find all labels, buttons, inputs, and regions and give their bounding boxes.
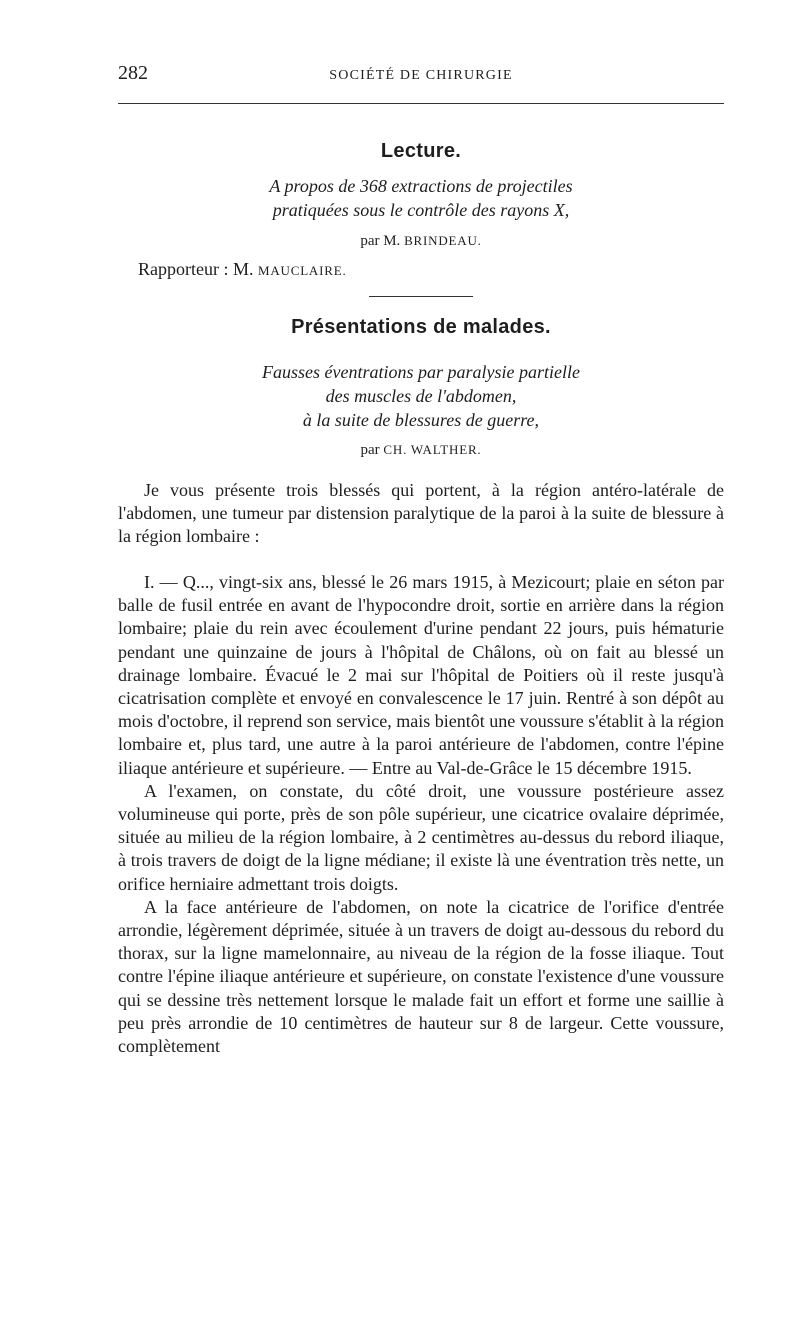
lecture-title-line-2: pratiquées sous le contrôle des rayons X, [272, 200, 570, 220]
page-header [118, 62, 724, 92]
rapporteur-prefix: Rapporteur : M. [138, 259, 254, 279]
body-text-case [118, 571, 724, 1058]
header-rule [118, 103, 724, 104]
rapporteur-line [138, 259, 347, 280]
running-title: SOCIÉTÉ DE CHIRURGIE [329, 68, 513, 83]
section-divider [369, 296, 473, 297]
presentations-byline-prefix: par [360, 442, 380, 458]
lecture-title [118, 174, 724, 222]
lecture-byline [118, 233, 724, 250]
paragraph-intro: Je vous présente trois blessés qui portent, à la région antéro-latérale de l'abdomen, une tumeur par distension paralytique de la paroi à la suite de blessure à la région lombaire : [118, 480, 724, 547]
paragraph-examination: A l'examen, on constate, du côté droit, une voussure postérieure assez volumineuse qui porte, près de son pôle supérieur, une cicatrice ovalaire déprimée, située au milieu de la région lombaire, à 2 centimètres au-dessus du rebord iliaque, à trois travers de doigt de la ligne médiane; il existe là une éventration très nette, un orifice herniaire admettant trois doigts. [118, 780, 724, 894]
paragraph-anterior-face: A la face antérieure de l'abdomen, on note la cicatrice de l'orifice d'entrée arrondie, légèrement déprimée, située à un travers de doigt au-dessous du rebord du thorax, sur la ligne mamelonnaire, au niveau de la région de la fosse iliaque. Tout contre l'épine iliaque antérieure et supérieure, on constate l'existence d'une voussure qui se dessine très nettement lorsque le malade fait un effort et forme une saillie à peu près arrondie de 10 centimètres de hauteur sur 8 de largeur. Cette voussure, complètement [118, 896, 724, 1057]
presentations-title-line-3: à la suite de blessures de guerre, [302, 410, 540, 430]
lecture-byline-prefix: par M. [360, 233, 401, 249]
presentations-byline [118, 442, 724, 459]
lecture-author: BRINDEAU. [404, 233, 482, 248]
paragraph-case-history: I. — Q..., vingt-six ans, blessé le 26 mars 1915, à Mezicourt; plaie en séton par balle de fusil entrée en avant de l'hypocondre droit, sortie en arrière dans la région lombaire; plaie du rein avec écoulement d'urine pendant 22 jours, puis hématurie pendant une quinzaine de jours à l'hôpital de Châlons, où on fait au blessé un drainage lombaire. Évacué le 2 mai sur l'hôpital de Poitiers où il reste jusqu'à cicatrisation complète et envoyé en convalescence le 17 juin. Rentré à son dépôt au mois d'octobre, il reprend son service, mais bientôt une voussure s'établit à la région lombaire et, plus tard, une autre à la paroi antérieure de l'abdomen, contre l'épine iliaque antérieure et supérieure. — Entre au Val-de-Grâce le 15 décembre 1915. [118, 572, 724, 778]
page-number: 282 [118, 62, 148, 84]
presentations-title-line-2: des muscles de l'abdomen, [325, 386, 517, 406]
lecture-heading: Lecture. [380, 140, 462, 162]
presentations-author: CH. WALTHER. [383, 442, 482, 457]
presentations-title-line-1: Fausses éventrations par paralysie partielle [262, 362, 580, 382]
lecture-title-line-1: A propos de 368 extractions de projectiles [269, 176, 573, 196]
presentations-title [118, 360, 724, 432]
body-text-intro [118, 479, 724, 549]
rapporteur-name: MAUCLAIRE. [257, 263, 347, 278]
presentations-heading: Présentations de malades. [291, 316, 551, 338]
